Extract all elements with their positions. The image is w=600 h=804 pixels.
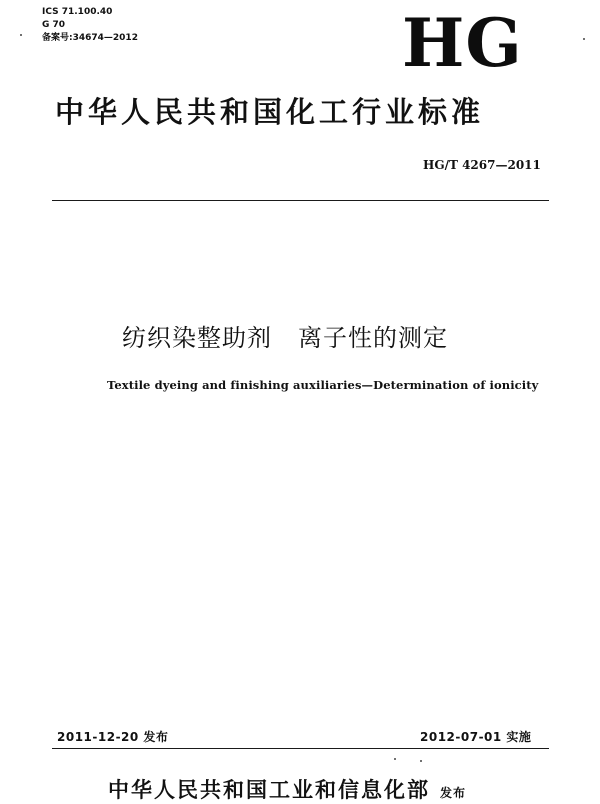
scan-speck (583, 38, 585, 40)
document-title-en: Textile dyeing and finishing auxiliaries—Determination of ionicity (107, 378, 539, 392)
issuer-name: 中华人民共和国工业和信息化部 (108, 778, 430, 802)
ics-code: ICS 71.100.40 (42, 7, 113, 17)
top-divider (52, 200, 549, 201)
classification-block (42, 6, 138, 45)
standard-number: HG/T 4267—2011 (423, 158, 541, 172)
hg-logo: HG (402, 4, 523, 82)
issue-date: 2011-12-20 发布 (57, 730, 169, 744)
issuer-action: 发布 (440, 786, 467, 800)
scan-speck (20, 34, 22, 36)
title-cn-part1: 纺织染整助剂 (122, 324, 272, 352)
filing-number: 备案号:34674—2012 (42, 33, 138, 43)
scan-speck (420, 760, 422, 762)
organization-title: 中华人民共和国化工行业标准 (55, 95, 485, 129)
title-cn-part2: 离子性的测定 (298, 324, 448, 352)
class-code: G 70 (42, 20, 66, 30)
document-title-cn (122, 318, 448, 353)
issuing-authority (108, 774, 466, 804)
implementation-date: 2012-07-01 实施 (420, 730, 532, 744)
scan-speck (394, 758, 396, 760)
bottom-divider (52, 748, 549, 749)
